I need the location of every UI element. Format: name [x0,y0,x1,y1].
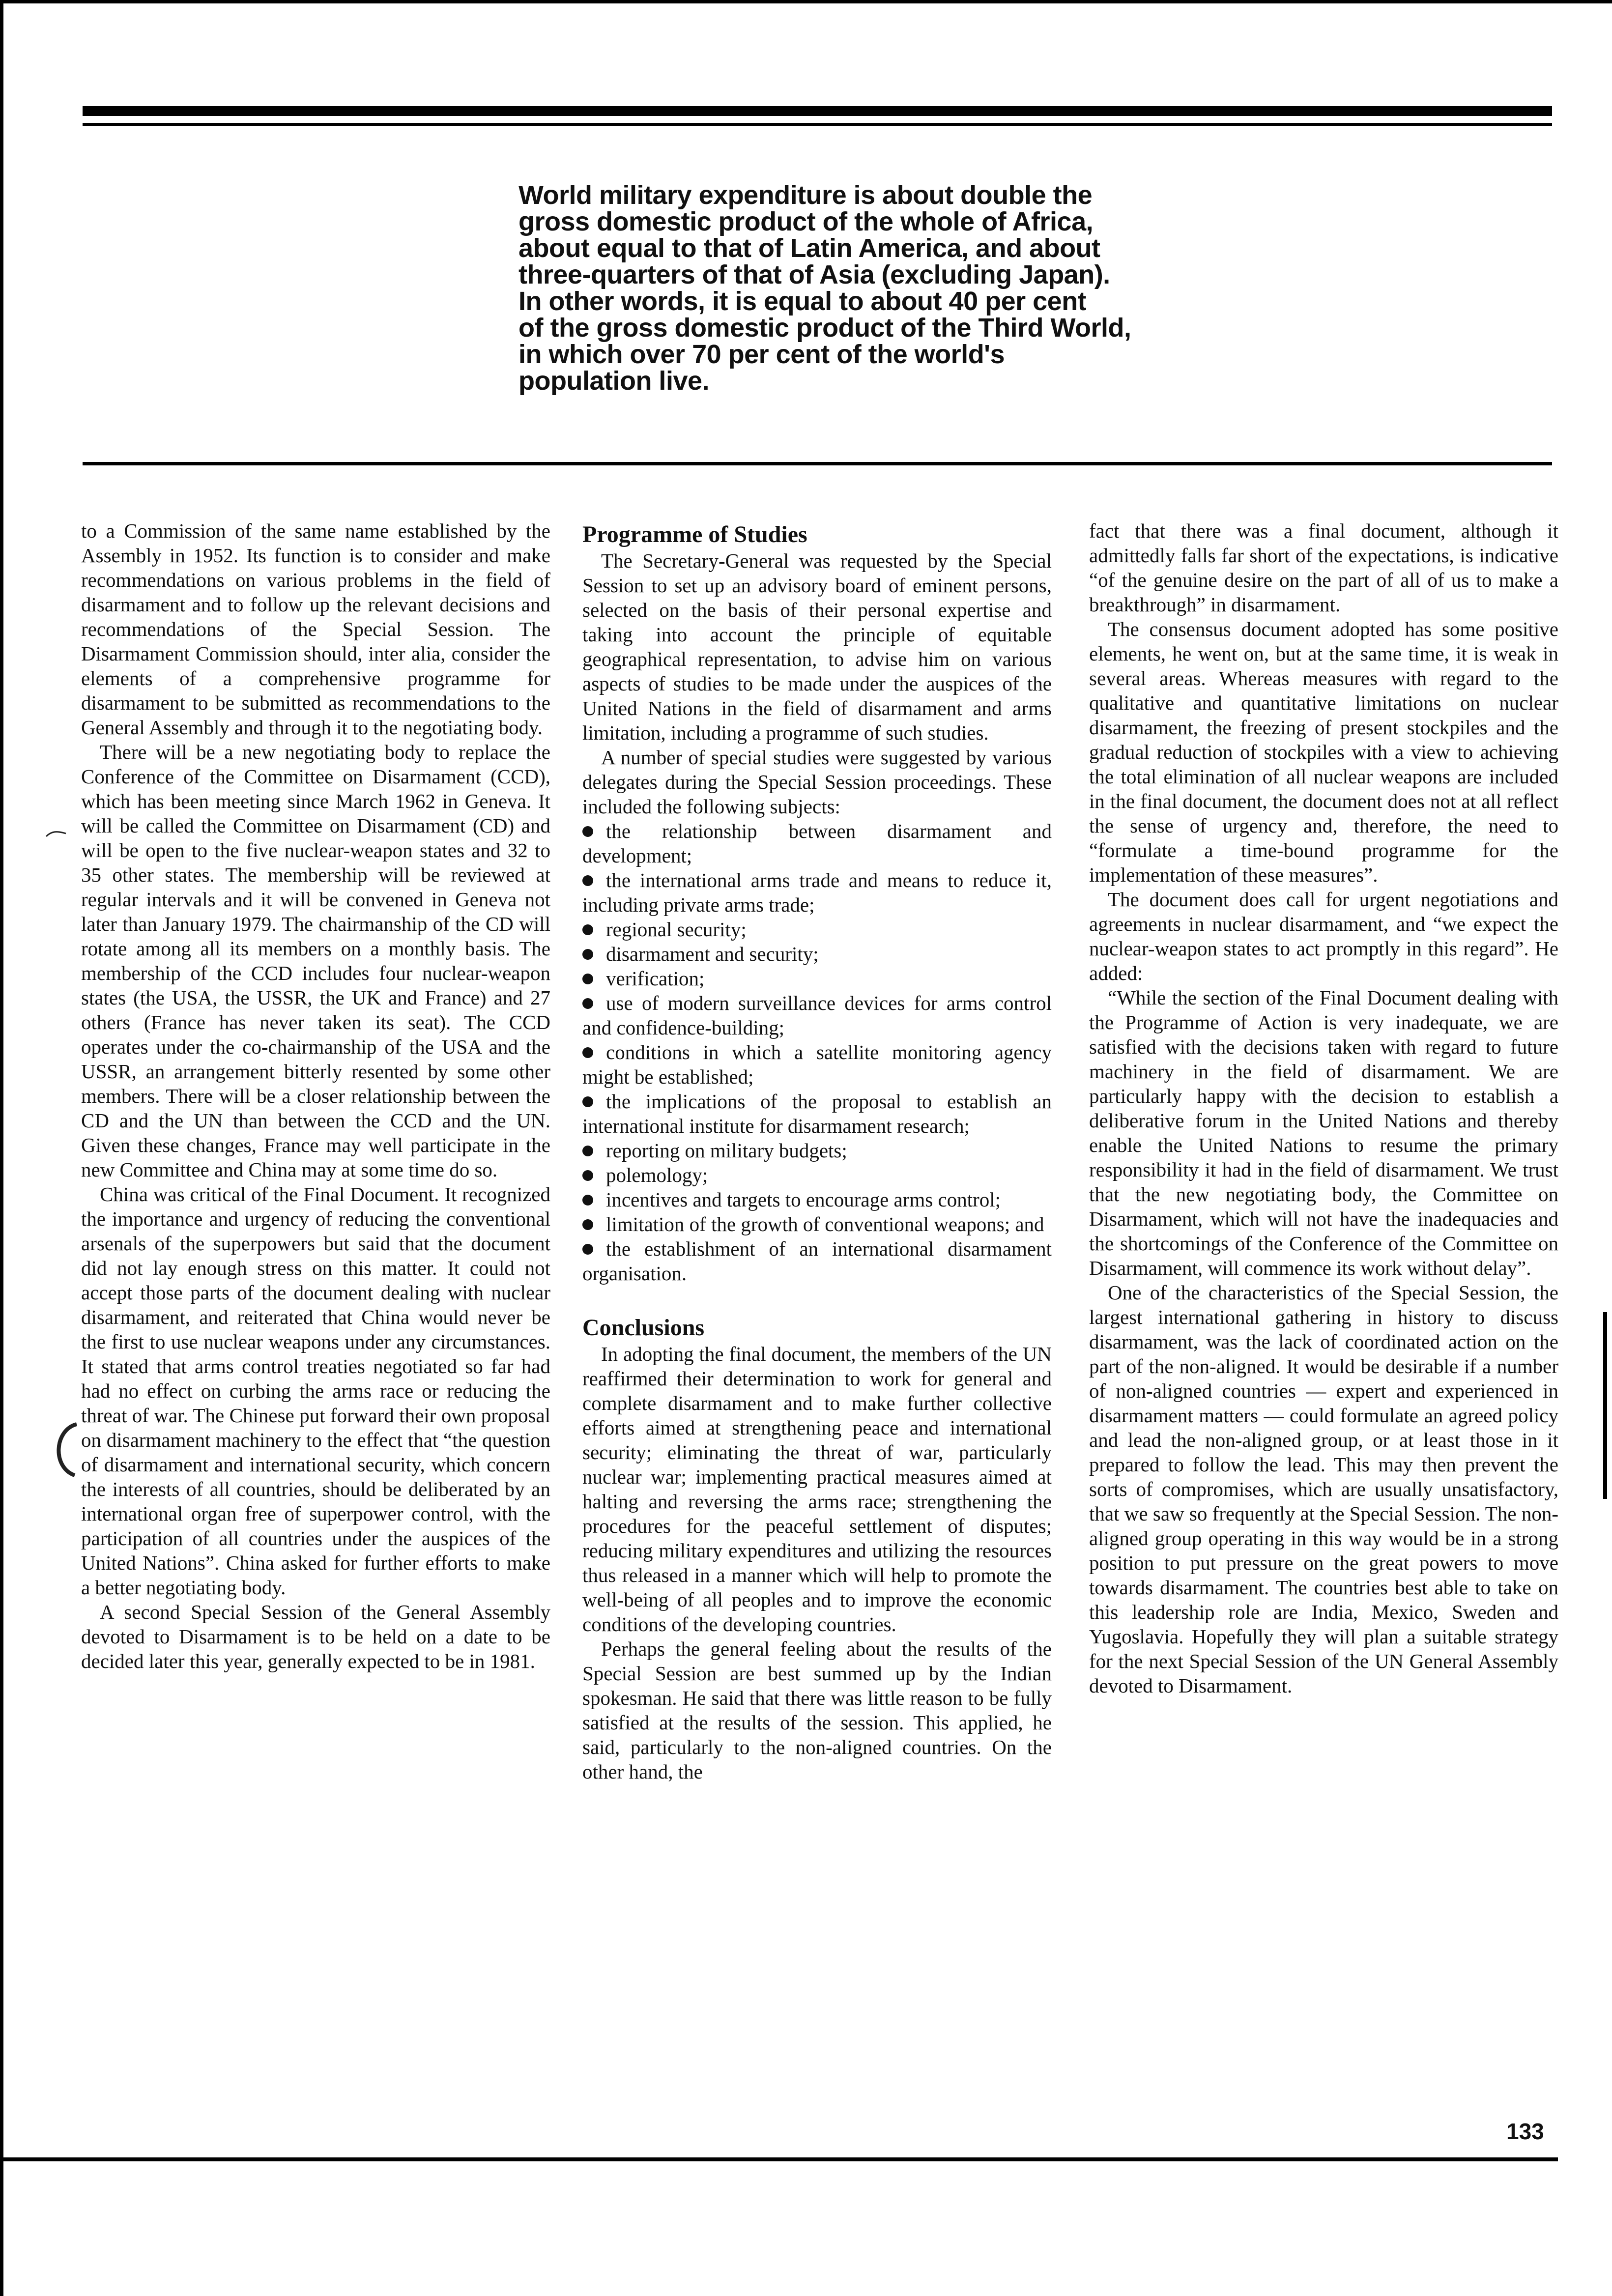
list-item: disarmament and security; [582,942,1052,966]
pullquote-line: World military expenditure is about double the [518,180,1093,210]
pullquote-line: of the gross domestic product of the Third World, [518,313,1131,343]
scan-border-left [0,0,3,2296]
header-rule-thin [83,123,1552,126]
bullet-icon [582,1146,593,1156]
bullet-icon [582,1170,593,1181]
header-rule-thick [83,106,1552,116]
margin-bracket-mark [49,1420,79,1479]
quoted-paragraph: “While the section of the Final Document dealing with the Programme of Action is very inadequate, we are satisfied with the decisions taken with regard to future machinery in the field of disarmament. We are particularly happy with the decision to establish a deliberative forum in the United Nations and thereby enable the United Nations to resume the primary responsibility it had in the field of disarmament. We trust that the new negotiating body, the Committee on Disarmament, which will not have the inadequacies and the shortcomings of the Conference of the Committee on Disarmament, will commence its work without delay”. [1089,986,1558,1279]
list-item: polemology; [582,1163,1052,1187]
pullquote-line: in which over 70 per cent of the world's [518,340,1005,369]
body-paragraph: to a Commission of the same name established by the Assembly in 1952. Its function is to consider and make recommendations on various problems in the field of disarmament and to follow up the relevant decisions and recommendations of the Special Session. The Disarmament Commission should, inter alia, consider the elements of a comprehensive programme for disarmament to be submitted as recommendations to the General Assembly and through it to the negotiating body. [81,519,550,739]
footer-rule [0,2157,1558,2161]
scan-edge-mark [1603,1312,1607,1499]
list-item: regional security; [582,917,1052,942]
list-item: reporting on military budgets; [582,1138,1052,1163]
study-topic-list [582,819,1052,1286]
bullet-icon [582,1244,593,1255]
column-2 [582,521,1052,1784]
bullet-icon [582,1195,593,1205]
body-paragraph: fact that there was a final document, although it admittedly falls far short of the expectations, is indicative “of the genuine desire on the part of all of us to make a breakthrough” in disarmament. [1089,519,1558,616]
page-number: 133 [1506,2119,1544,2144]
pullquote-line: gross domestic product of the whole of Africa, [518,207,1094,236]
list-item: the relationship between disarmament and development; [582,820,1052,867]
column-1 [81,518,550,1673]
section-heading-programme-of-studies: Programme of Studies [582,521,807,547]
body-paragraph: One of the characteristics of the Special Session, the largest international gathering in history to discuss disarmament, was the lack of coordinated action on the part of the non-aligned. It would be desirable if a number of non-aligned countries — expert and experienced in disarmament matters — could formulate an agreed policy and lead the non-aligned group, or at least those in it prepared to follow the lead. This may then prevent the sorts of compromises, which are usually unsatisfactory, that we saw so frequently at the Special Session. The non-aligned group operating in this way would be in a strong position to put pressure on the great powers to move towards disarmament. The countries best able to take on this leadership role are India, Mexico, Sweden and Yugoslavia. Hopefully they will plan a suitable strategy for the next Special Session of the UN General Assembly devoted to Disarmament. [1089,1281,1558,1697]
list-item: the international arms trade and means to reduce it, including private arms trade; [582,869,1052,916]
list-item: limitation of the growth of conventional weapons; and [582,1212,1052,1236]
body-paragraph: A second Special Session of the General Assembly devoted to Disarmament is to be held on a date to be decided later this year, generally expected to be in 1981. [81,1601,550,1672]
body-paragraph: The consensus document adopted has some positive elements, he went on, but at the same time, it is weak in several areas. Whereas measures with regard to the qualitative and quantitative limitations on nuclear disarmament, the freezing of present stockpiles and the gradual reduction of stockpiles with a view to achieving the total elimination of all nuclear weapons are included in the final document, the document does not at all reflect the sense of urgency and, therefore, the need to “formulate a time-bound programme for the implementation of these measures”. [1089,618,1558,886]
list-item: verification; [582,966,1052,991]
bullet-icon [582,875,593,886]
pullquote [518,182,1197,394]
list-item: the implications of the proposal to establish an international institute for disarmament research; [582,1090,1052,1137]
pullquote-line: In other words, it is equal to about 40 per cent [518,287,1087,316]
body-paragraph: There will be a new negotiating body to replace the Conference of the Committee on Disarmament (CCD), which has been meeting since March 1962 in Geneva. It will be called the Committee on Disarmament (CD) and will be open to the five nuclear-weapon states and 32 to 35 other states. The membership will be reviewed at regular intervals and it will be convened in Geneva not later than January 1979. The chairmanship of the CD will rotate among all its members on a monthly basis. The membership of the CCD includes four nuclear-weapon states (the USA, the USSR, the UK and France) and 27 others (France has never taken its seat). The CCD operates under the co-chairmanship of the USA and the USSR, an arrangement bitterly resented by some other members. There will be a closer relationship between the CD and the UN than between the CCD and the UN. Given these changes, France may well participate in the new Committee and China may at some time do so. [81,741,550,1181]
body-paragraph: The document does call for urgent negotiations and agreements in nuclear disarmament, and “we expect the nuclear-weapon states to act promptly in this regard”. He added: [1089,888,1558,984]
body-paragraph: China was critical of the Final Document. It recognized the importance and urgency of reducing the conventional arsenals of the superpowers but said that the document did not lay enough stress on this matter. It could not accept those parts of the document dealing with nuclear disarmament, and reiterated that China would never be the first to use nuclear weapons under any circumstances. It stated that arms control treaties negotiated so far had had no effect on curbing the arms race or reducing the threat of war. The Chinese put forward their own proposal on disarmament machinery to the effect that “the question of disarmament and international security, which concern the interests of all countries, should be deliberated by an international organ free of superpower control, with the participation of all countries under the auspices of the United Nations”. China asked for further efforts to make a better negotiating body. [81,1183,550,1599]
scan-border-top [0,0,1612,3]
pullquote-line: about equal to that of Latin America, and about [518,233,1100,263]
bullet-icon [582,826,593,837]
bullet-icon [582,1219,593,1230]
body-paragraph: A number of special studies were suggested by various delegates during the Special Session proceedings. These included the following subjects: [582,746,1052,818]
body-paragraph: In adopting the final document, the members of the UN reaffirmed their determination to work for general and complete disarmament and to make further collective efforts aimed at strengthening peace and international security; eliminating the threat of war, particularly nuclear war; implementing practical measures aimed at halting and reversing the arms race; strengthening the procedures for the peaceful settlement of disputes; reducing military expenditures and utilizing the resources thus released in a manner which will help to promote the well-being of all peoples and to improve the economic conditions of the developing countries. [582,1343,1052,1636]
column-3 [1089,518,1558,1698]
margin-pencil-mark [45,830,67,838]
list-item: conditions in which a satellite monitoring agency might be established; [582,1041,1052,1088]
body-paragraph: Perhaps the general feeling about the results of the Special Session are best summed up by the Indian spokesman. He said that there was little reason to be fully satisfied at the results of the session. This applied, he said, particularly to the non-aligned countries. On the other hand, the [582,1637,1052,1783]
bullet-icon [582,1096,593,1107]
bullet-icon [582,1047,593,1058]
bullet-icon [582,949,593,960]
bullet-icon [582,998,593,1009]
body-paragraph: The Secretary-General was requested by the Special Session to set up an advisory board of eminent persons, selected on the basis of their personal expertise and taking into account the principle of equitable geographical representation, to advise him on various aspects of studies to be made under the auspices of the United Nations in the field of disarmament and arms limitation, including a programme of such studies. [582,549,1052,744]
list-item: use of modern surveillance devices for arms control and confidence-building; [582,992,1052,1039]
pullquote-line: population live. [518,366,710,396]
pullquote-line: three-quarters of that of Asia (excluding Japan). [518,260,1110,289]
bullet-icon [582,924,593,935]
section-heading-conclusions: Conclusions [582,1315,705,1341]
pullquote-rule [83,462,1552,465]
list-item: the establishment of an international disarmament organisation. [582,1237,1052,1285]
list-item: incentives and targets to encourage arms control; [582,1187,1052,1212]
bullet-icon [582,974,593,984]
